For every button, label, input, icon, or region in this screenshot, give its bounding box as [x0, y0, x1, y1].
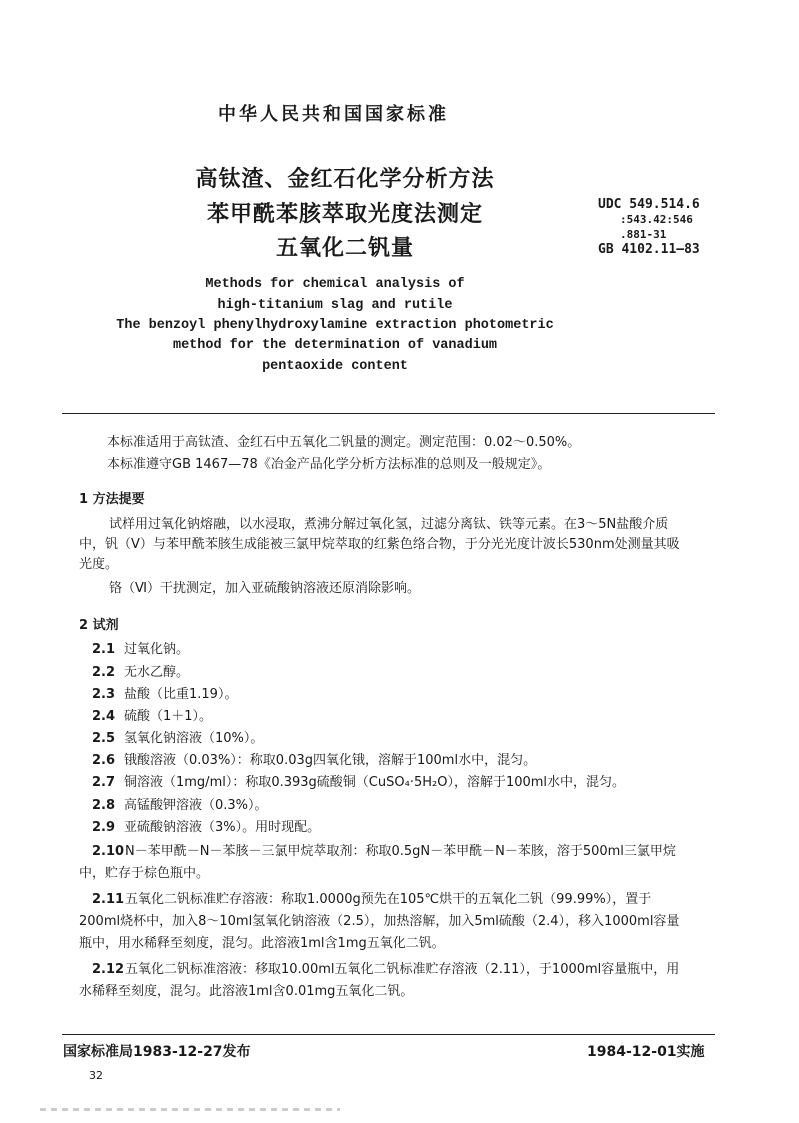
section-1-principle-paragraph: 试样用过氧化钠熔融，以水浸取，煮沸分解过氧化氢，过滤分离钛、铁等元素。在3～5N盐酸介质中，钒（Ⅴ）与苯甲酰苯胲生成能被三氯甲烷萃取的红紫色络合物，于分光光度计波长530nm处测量其吸光度。	[79, 517, 680, 572]
page-number: 32	[89, 1069, 103, 1082]
reagent-text: 氢氧化钠溶液（10%）。	[124, 731, 264, 746]
chinese-title-line-3: 五氧化二钒量	[275, 236, 414, 261]
reagent-number: 2.12	[92, 962, 125, 977]
reagent-text: 硫酸（1＋1）。	[124, 709, 213, 724]
english-title-line-2: high-titanium slag and rutile	[217, 298, 453, 313]
reagent-number: 2.2	[92, 665, 116, 680]
udc-code-line-3: .881-31	[620, 228, 667, 241]
reagent-item	[79, 889, 684, 955]
reagent-item	[79, 959, 684, 1003]
issuing-country-standard-heading: 中华人民共和国国家标准	[218, 104, 449, 125]
gb-standard-number: GB 4102.11—83	[598, 242, 700, 257]
scan-edge-artifact	[40, 1108, 340, 1111]
reagent-number: 2.5	[92, 731, 116, 746]
chinese-title-line-2: 苯甲酰苯胲萃取光度法测定	[206, 202, 483, 227]
reagent-item	[92, 664, 189, 681]
section-1-interference-paragraph: 铬（Ⅵ）干扰测定，加入亚硫酸钠溶液还原消除影响。	[109, 581, 420, 596]
reagent-text: 亚硫酸钠溶液（3%）。用时现配。	[124, 820, 321, 835]
intro-compliance: 本标准遵守GB 1467—78《冶金产品化学分析方法标准的总则及一般规定》。	[107, 457, 551, 472]
reagent-text: 铜溶液（1mg/ml）：称取0.393g硫酸铜（CuSO₄·5H₂O），溶解于100ml水中，混匀。	[124, 775, 626, 790]
reagent-text: 无水乙醇。	[124, 665, 190, 680]
reagent-number: 2.10	[92, 844, 125, 859]
reagent-item	[92, 752, 536, 769]
chinese-title-line-1: 高钛渣、金红石化学分析方法	[195, 167, 495, 192]
reagent-item	[92, 686, 237, 703]
english-title-line-3: The benzoyl phenylhydroxylamine extraction photometric	[116, 318, 554, 333]
intro-scope: 本标准适用于高钛渣、金红石中五氧化二钒量的测定。测定范围：0.02～0.50%。	[107, 435, 581, 450]
english-title-line-1: Methods for chemical analysis of	[205, 277, 465, 292]
reagent-text: 盐酸（比重1.19）。	[124, 687, 238, 702]
section-2-title: 2 试剂	[79, 618, 119, 633]
reagent-number: 2.11	[92, 892, 125, 907]
section-1-title: 1 方法提要	[79, 492, 145, 507]
english-title-line-5: pentaoxide content	[262, 359, 408, 374]
reagent-item	[92, 819, 320, 836]
reagent-number: 2.4	[92, 709, 116, 724]
reagent-item	[92, 730, 263, 747]
udc-code-line-1: UDC 549.514.6	[598, 197, 700, 212]
classification-codes	[598, 197, 700, 257]
reagent-number: 2.1	[92, 642, 116, 657]
header-divider	[62, 413, 715, 414]
reagent-text: 过氧化钠。	[124, 642, 190, 657]
reagent-text: 五氧化二钒标准贮存溶液：称取1.0000g预先在105℃烘干的五氧化二钒（99.99%），置于200ml烧杯中，加入8～10ml氢氧化钠溶液（2.5），加热溶解，加入5ml硫酸（2.4），移入1000ml容量瓶中，用水稀释至刻度，混匀。此溶液1ml含1mg五氧化二钒。	[79, 892, 680, 951]
reagent-number: 2.8	[92, 798, 116, 813]
reagent-text: 五氧化二钒标准溶液：移取10.00ml五氧化二钒标准贮存溶液（2.11），于1000ml容量瓶中，用水稀释至刻度，混匀。此溶液1ml含0.01mg五氧化二钒。	[79, 962, 680, 999]
reagent-number: 2.9	[92, 820, 116, 835]
reagent-number: 2.3	[92, 687, 116, 702]
reagent-item	[92, 797, 268, 814]
reagent-item	[92, 641, 189, 658]
footer-divider	[62, 1034, 715, 1035]
effective-date: 1984-12-01实施	[587, 1044, 705, 1060]
reagent-text: 高锰酸钾溶液（0.3%）。	[124, 798, 268, 813]
reagent-text: 锇酸溶液（0.03%）：称取0.03g四氧化锇，溶解于100ml水中，混匀。	[124, 753, 537, 768]
reagent-number: 2.6	[92, 753, 116, 768]
reagent-number: 2.7	[92, 775, 116, 790]
reagent-item	[79, 841, 684, 885]
udc-code-line-2: :543.42:546	[620, 213, 693, 226]
issue-date: 国家标准局1983-12-27发布	[63, 1044, 251, 1060]
reagent-text: N－苯甲酰－N－苯胲－三氯甲烷萃取剂：称取0.5gN－苯甲酰－N－苯胲，溶于500ml三氯甲烷中，贮存于棕色瓶中。	[79, 844, 676, 881]
reagent-item	[92, 708, 212, 725]
reagent-item	[92, 774, 625, 791]
english-title-line-4: method for the determination of vanadium	[172, 338, 498, 353]
